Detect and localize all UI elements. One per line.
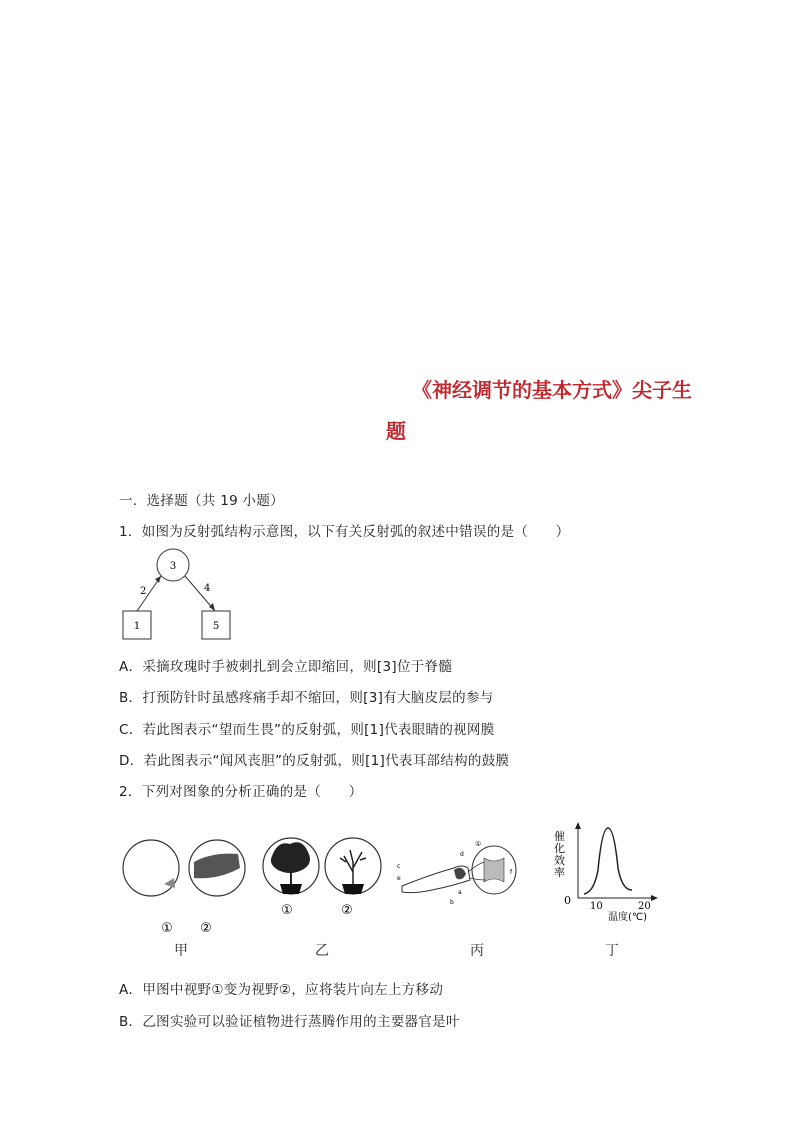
bing-label-f: f: [510, 869, 513, 876]
ding-origin-label: 0: [564, 894, 571, 907]
yi-sub2-label: ②: [341, 903, 353, 918]
figure-jia-caption: 甲: [174, 943, 188, 959]
spinal-gray-matter: [484, 858, 504, 882]
bing-label-a: a: [458, 889, 462, 896]
node-1-label: 1: [133, 621, 141, 632]
figure-bing-caption: 丙: [470, 943, 484, 959]
arrow-4-label: 4: [204, 583, 211, 594]
ding-ylabel-4: 率: [554, 866, 565, 879]
question-2-option-b: B．乙图实验可以验证植物进行蒸腾作用的主要器官是叶: [119, 1014, 460, 1030]
ding-tick-20: 20: [638, 901, 651, 912]
arrow-4-head: [209, 603, 215, 611]
arrow-2-label: 2: [140, 586, 147, 597]
question-2-stem: 2．下列对图象的分析正确的是（ ）: [119, 784, 363, 800]
figure-yi-plant-bell-jars: [262, 832, 387, 922]
ding-ylabel-2: 化: [554, 842, 565, 855]
question-1-option-a: A．采摘玫瑰时手被刺扎到会立即缩回，则[3]位于脊髓: [119, 659, 453, 675]
question-2-option-a: A．甲图中视野①变为视野②，应将装片向左上方移动: [119, 982, 444, 998]
view-1-circle: [123, 840, 179, 896]
section-heading: 一．选择题（共 19 小题）: [119, 493, 284, 509]
ding-ylabel-1: 催: [554, 830, 565, 843]
jar-1-pot: [280, 884, 302, 894]
arrow-2-head: [155, 576, 161, 583]
figure-ding-enzyme-curve: [548, 820, 668, 930]
bing-label-e: e: [397, 875, 401, 882]
reflex-arc-diagram: [118, 545, 238, 645]
figure-jia-microscope-views: [120, 832, 250, 937]
bing-label-d: d: [460, 851, 464, 858]
bing-label-b: b: [450, 899, 454, 906]
question-1-option-d: D．若此图表示“闻风丧胆”的反射弧，则[1]代表耳部结构的鼓膜: [119, 753, 510, 769]
bing-label-c: c: [397, 863, 401, 870]
node-3-label: 3: [169, 561, 177, 572]
question-1-stem: 1．如图为反射弧结构示意图，以下有关反射弧的叙述中错误的是（ ）: [119, 524, 570, 540]
ding-ylabel-3: 效: [554, 854, 565, 867]
efficiency-curve: [584, 828, 632, 894]
figure-yi-caption: 乙: [315, 943, 329, 959]
bing-label-circle1: ①: [475, 840, 482, 848]
yi-sub1-label: ①: [281, 903, 293, 918]
figure-ding-caption: 丁: [605, 943, 619, 959]
jia-sub1-label: ①: [161, 921, 173, 936]
document-title-line2: 题: [386, 419, 406, 443]
jar-2-pot: [342, 884, 364, 894]
ding-tick-10: 10: [590, 901, 603, 912]
jia-sub2-label: ②: [200, 921, 212, 936]
figure-bing-arm-spinal-cord: [392, 834, 522, 914]
node-5-label: 5: [212, 621, 220, 632]
question-1-option-b: B．打预防针时虽感疼痛手却不缩回，则[3]有大脑皮层的参与: [119, 690, 494, 706]
ding-xlabel: 温度(℃): [608, 912, 648, 923]
question-1-option-c: C．若此图表示“望而生畏”的反射弧，则[1]代表眼睛的视网膜: [119, 722, 495, 738]
